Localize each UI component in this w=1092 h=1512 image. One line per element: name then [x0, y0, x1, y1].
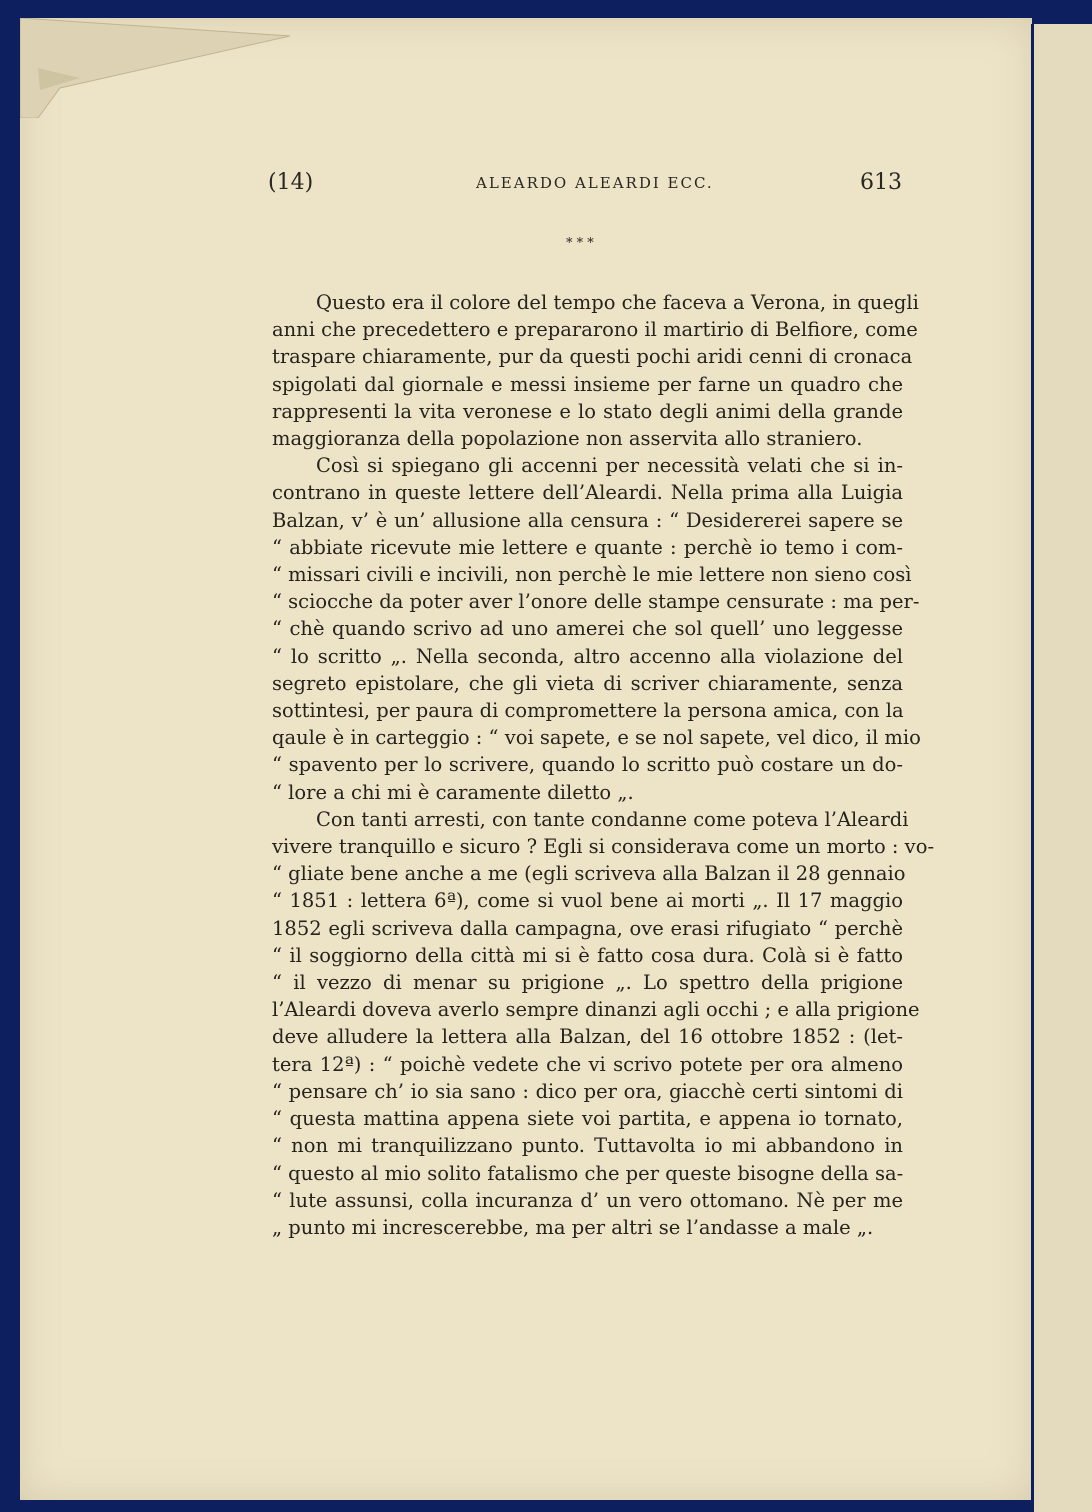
text-line: “ il vezzo di menar su prigione „. Lo spettro della prigione: [272, 971, 903, 995]
text-line: “ missari civili e incivili, non perchè le mie lettere non sieno così: [272, 563, 912, 587]
text-line: “ gliate bene anche a me (egli scriveva alla Balzan il 28 gennaio: [272, 862, 906, 886]
text-line: “ questo al mio solito fatalismo che per queste bisogne della sa-: [272, 1161, 904, 1185]
running-header: [268, 170, 908, 200]
text-line: deve alludere la lettera alla Balzan, del 16 ottobre 1852 : (let-: [272, 1025, 903, 1049]
text-line: traspare chiaramente, pur da questi pochi aridi cenni di cronaca: [272, 345, 913, 369]
text-line: contrano in queste lettere dell’Aleardi. Nella prima alla Luigia: [272, 481, 903, 505]
text-line: “ non mi tranquilizzano punto. Tuttavolta io mi abbandono in: [272, 1134, 903, 1158]
text-line: Questo era il colore del tempo che faceva a Verona, in quegli: [316, 291, 919, 314]
paragraph: [272, 289, 919, 452]
paragraph: [272, 452, 921, 806]
text-line: segreto epistolare, che gli vieta di scriver chiaramente, senza: [272, 671, 903, 695]
left-page-number: (14): [268, 170, 314, 195]
text-line: qaule è in carteggio : “ voi sapete, e se nol sapete, vel dico, il mio: [272, 726, 921, 750]
text-line: “ lo scritto „. Nella seconda, altro accenno alla violazione del: [272, 644, 903, 668]
text-line: maggioranza della popolazione non asservita allo straniero.: [272, 427, 863, 451]
text-line: rappresenti la vita veronese e lo stato degli animi della grande: [272, 399, 903, 423]
text-line: tera 12ª) : “ poichè vedete che vi scrivo potete per ora almeno: [272, 1052, 903, 1076]
text-line: “ abbiate ricevute mie lettere e quante : perchè io temo i com-: [272, 535, 903, 559]
text-line: “ lore a chi mi è caramente diletto „.: [272, 780, 634, 804]
text-line: “ pensare ch’ io sia sano : dico per ora, giacchè certi sintomi di: [272, 1079, 903, 1103]
text-line: 1852 egli scriveva dalla campagna, ove erasi rifugiato “ perchè: [272, 916, 903, 940]
text-line: „ punto mi increscerebbe, ma per altri se l’andasse a male „.: [272, 1215, 874, 1239]
page-number: 613: [860, 170, 902, 195]
section-break: * * *: [566, 236, 594, 251]
text-line: Balzan, v’ è un’ allusione alla censura : “ Desidererei sapere se: [272, 508, 903, 532]
text-line: spigolati dal giornale e messi insieme per farne un quadro che: [272, 372, 903, 396]
text-line: anni che precedettero e prepararono il martirio di Belfiore, come: [272, 318, 918, 342]
next-page-edge: [1031, 24, 1092, 1512]
text-line: “ questa mattina appena siete voi partita, e appena io tornato,: [272, 1107, 903, 1131]
text-line: sottintesi, per paura di compromettere la persona amica, con la: [272, 699, 904, 723]
text-line: Con tanti arresti, con tante condanne come poteva l’Aleardi: [316, 807, 909, 831]
text-line: vivere tranquillo e sicuro ? Egli si considerava come un morto : vo-: [272, 835, 935, 859]
text-line: “ spavento per lo scrivere, quando lo scritto può costare un do-: [272, 753, 903, 777]
text-line: “ sciocche da poter aver l’onore delle stampe censurate : ma per-: [272, 590, 920, 614]
text-line: “ il soggiorno della città mi si è fatto cosa dura. Colà si è fatto: [272, 943, 903, 967]
body-text: [272, 289, 935, 1241]
text-line: “ 1851 : lettera 6ª), come si vuol bene ai morti „. Il 17 maggio: [272, 889, 903, 913]
text-line: l’Aleardi doveva averlo sempre dinanzi agli occhi ; e alla prigione: [272, 998, 920, 1022]
text-line: Così si spiegano gli accenni per necessità velati che si in-: [316, 454, 903, 478]
folded-corner: [20, 18, 290, 118]
running-title: ALEARDO ALEARDI ECC.: [476, 174, 714, 192]
paragraph: [272, 806, 935, 1241]
text-line: “ chè quando scrivo ad uno amerei che sol quell’ uno leggesse: [272, 617, 903, 641]
text-line: “ lute assunsi, colla incuranza d’ un vero ottomano. Nè per me: [272, 1188, 903, 1212]
